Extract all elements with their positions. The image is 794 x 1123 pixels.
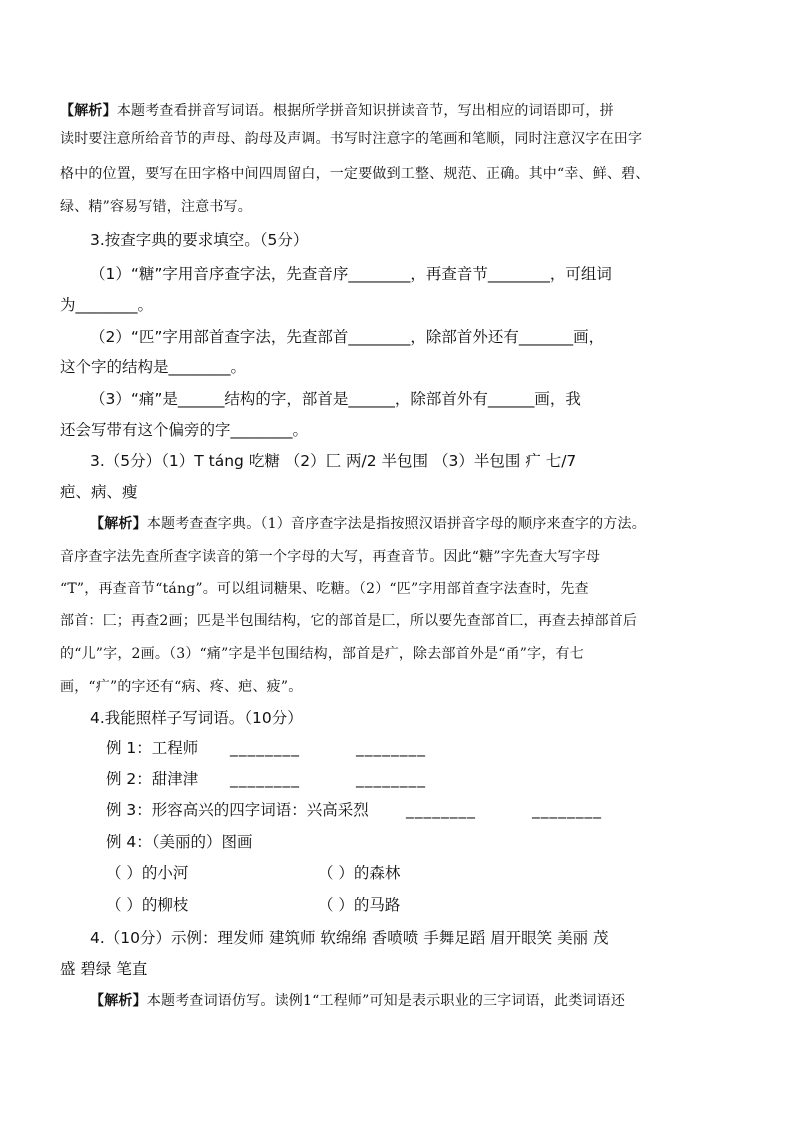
question-3-line: （1）“糖”字用音序查字法，先查音序________，再查音节________，可组词 xyxy=(90,265,612,283)
explanation-line: 音序查字法先查所查字读音的第一个字母的大写，再查音节。因此“糖”字先查大写字母 xyxy=(60,549,601,565)
explanation-line: 【解析】本题考查看拼音写词语。根据所学拼音知识拼读音节，写出相应的词语即可，拼 xyxy=(60,103,614,119)
answer-4-line: 4.（10分）示例：理发师 建筑师 软绵绵 香喷喷 手舞足蹈 眉开眼笑 美丽 茂 xyxy=(90,929,609,947)
phrase-blank: （ ）的柳枝 xyxy=(106,896,189,914)
answer-4-line: 盛 碧绿 笔直 xyxy=(60,960,148,978)
explanation-tag: 【解析】 xyxy=(90,993,147,1009)
question-3-line: （3）“痛”是______结构的字，部首是______，除部首外有______画，我 xyxy=(90,390,581,408)
example-3: 例 3：形容高兴的四字词语：兴高采烈 xyxy=(106,801,369,819)
explanation-line: 绿、精”容易写错，注意书写。 xyxy=(60,199,252,215)
answer-3-line: 3.（5分）（1）T táng 吃糖 （2）匚 两/2 半包围 （3）半包围 疒 七/7 xyxy=(90,452,577,470)
question-3-title: 3.按查字典的要求填空。（5分） xyxy=(90,231,309,249)
answer-blank: ________ xyxy=(230,739,300,757)
phrase-blank: （ ）的小河 xyxy=(106,864,189,882)
explanation-line: 格中的位置，要写在田字格中间四周留白，一定要做到工整、规范、正确。其中“幸、鲜、碧、 xyxy=(60,166,650,182)
question-3-line: （2）“匹”字用部首查字法，先查部首________，除部首外还有_______画， xyxy=(90,328,605,346)
answer-blank: ________ xyxy=(532,801,602,819)
question-3-line: 这个字的结构是________。 xyxy=(60,358,247,376)
explanation-line: 读时要注意所给音节的声母、韵母及声调。书写时注意字的笔画和笔顺，同时注意汉字在田字 xyxy=(60,131,643,147)
explanation-tag: 【解析】 xyxy=(90,516,147,532)
question-3-line: 为________。 xyxy=(60,296,154,314)
explanation-line: 部首：匚；再查2画；匹是半包围结构，它的部首是匚，所以要先查部首匚，再查去掉部首后 xyxy=(60,613,638,629)
explanation-line: 【解析】本题考查词语仿写。读例1“工程师”可知是表示职业的三字词语，此类词语还 xyxy=(90,993,626,1009)
answer-blank: ________ xyxy=(356,739,426,757)
phrase-blank: （ ）的马路 xyxy=(318,896,401,914)
example-2: 例 2：甜津津 xyxy=(106,770,199,788)
answer-blank: ________ xyxy=(406,801,476,819)
explanation-tag: 【解析】 xyxy=(60,103,117,119)
question-3-line: 还会写带有这个偏旁的字________。 xyxy=(60,421,309,439)
answer-3-line: 疤、病、瘦 xyxy=(60,483,138,501)
explanation-line: 的“儿”字，2画。（3）“痛”字是半包围结构，部首是疒，除去部首外是“甬”字，有七 xyxy=(60,646,584,662)
answer-blank: ________ xyxy=(356,770,426,788)
explanation-line: 画，“疒”的字还有“病、疼、疤、疲”。 xyxy=(60,679,303,695)
question-4-title: 4.我能照样子写词语。（10分） xyxy=(90,709,303,727)
explanation-line: 【解析】本题考查查字典。（1）音序查字法是指按照汉语拼音字母的顺序来查字的方法。 xyxy=(90,516,646,532)
example-1: 例 1：工程师 xyxy=(106,739,199,757)
answer-blank: ________ xyxy=(230,770,300,788)
phrase-blank: （ ）的森林 xyxy=(318,864,401,882)
explanation-line: “T”，再查音节“táng”。可以组词糖果、吃糖。（2）“匹”字用部首查字法查时，先查 xyxy=(60,581,589,597)
example-4: 例 4：（美丽的）图画 xyxy=(106,833,253,851)
